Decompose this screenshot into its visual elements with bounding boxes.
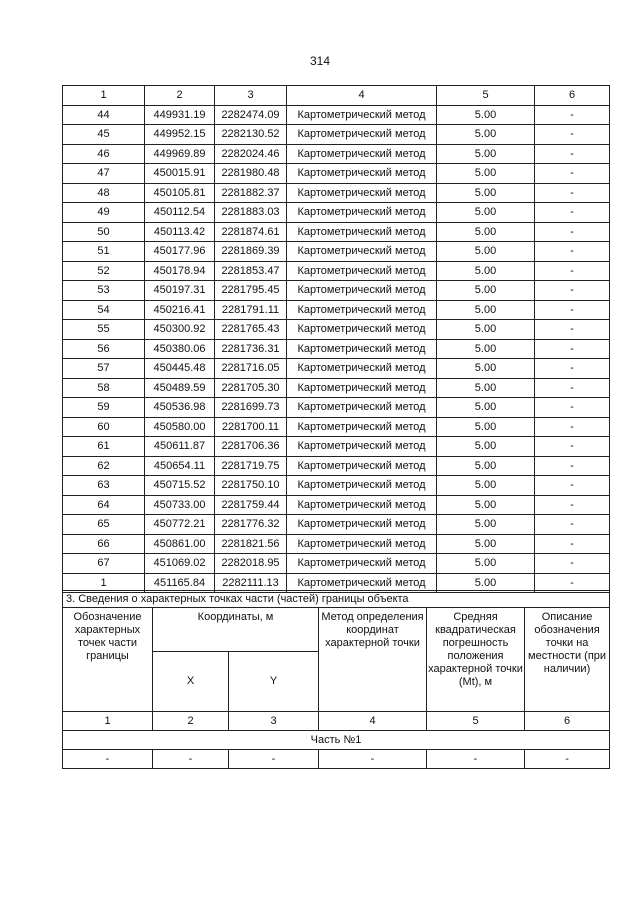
table-cell: Картометрический метод <box>287 242 437 262</box>
table-cell: 5.00 <box>437 515 535 535</box>
table-row <box>63 164 610 184</box>
table-cell: 450177.96 <box>145 242 215 262</box>
table-cell: - <box>535 437 610 457</box>
table-row <box>63 125 610 145</box>
table-cell: 55 <box>63 320 145 340</box>
table-cell: - <box>535 398 610 418</box>
table-cell: Картометрический метод <box>287 164 437 184</box>
column-header: 2 <box>145 86 215 106</box>
table-cell: 450015.91 <box>145 164 215 184</box>
table-cell: Картометрический метод <box>287 456 437 476</box>
table-cell: 2281759.44 <box>215 495 287 515</box>
table-cell: 5.00 <box>437 437 535 457</box>
header-x: X <box>153 652 229 712</box>
part-label: Часть №1 <box>63 731 610 750</box>
table-cell: 66 <box>63 534 145 554</box>
table-cell: 58 <box>63 378 145 398</box>
table-cell: Картометрический метод <box>287 573 437 593</box>
table-cell: Картометрический метод <box>287 144 437 164</box>
table-cell: - <box>535 359 610 379</box>
table-cell: 5.00 <box>437 378 535 398</box>
header-method: Метод определения координат характерной точки <box>319 608 427 712</box>
table-row <box>63 515 610 535</box>
table-cell: 450536.98 <box>145 398 215 418</box>
table-cell: - <box>535 164 610 184</box>
table-row <box>63 183 610 203</box>
table-cell: - <box>229 750 319 769</box>
table-cell: 62 <box>63 456 145 476</box>
table-cell: 5.00 <box>437 495 535 515</box>
table-cell: 5.00 <box>437 476 535 496</box>
table-cell: 46 <box>63 144 145 164</box>
table-row <box>63 750 610 769</box>
table-cell: 5.00 <box>437 183 535 203</box>
table-cell: 2282018.95 <box>215 554 287 574</box>
table-cell: 5.00 <box>437 320 535 340</box>
table-cell: 450105.81 <box>145 183 215 203</box>
table-cell: - <box>535 456 610 476</box>
table-cell: Картометрический метод <box>287 320 437 340</box>
table-cell: 450113.42 <box>145 222 215 242</box>
table-cell: 450300.92 <box>145 320 215 340</box>
column-header: 6 <box>535 86 610 106</box>
table-cell: 450654.11 <box>145 456 215 476</box>
table-cell: 5.00 <box>437 359 535 379</box>
table-cell: - <box>63 750 153 769</box>
table-cell: Картометрический метод <box>287 476 437 496</box>
table-cell: 5.00 <box>437 417 535 437</box>
table-cell: 61 <box>63 437 145 457</box>
table-cell: Картометрический метод <box>287 339 437 359</box>
table-cell: - <box>535 125 610 145</box>
column-header: 3 <box>215 86 287 106</box>
table-cell: - <box>535 242 610 262</box>
table-cell: 450112.54 <box>145 203 215 223</box>
column-number: 6 <box>525 712 610 731</box>
table-cell: 2281821.56 <box>215 534 287 554</box>
section-title: 3. Сведения о характерных точках части (частей) границы объекта <box>63 591 610 608</box>
table-cell: - <box>535 573 610 593</box>
table-cell: Картометрический метод <box>287 105 437 125</box>
table-cell: - <box>535 554 610 574</box>
table-cell: - <box>525 750 610 769</box>
table-cell: 5.00 <box>437 398 535 418</box>
table-header-row <box>63 86 610 106</box>
table-cell: Картометрический метод <box>287 261 437 281</box>
column-number: 5 <box>427 712 525 731</box>
table-row <box>63 359 610 379</box>
table-cell: 5.00 <box>437 242 535 262</box>
table-cell: 450380.06 <box>145 339 215 359</box>
table-cell: - <box>319 750 427 769</box>
table-cell: - <box>535 281 610 301</box>
table-row <box>63 242 610 262</box>
table-row <box>63 398 610 418</box>
table-cell: 64 <box>63 495 145 515</box>
table-cell: - <box>535 144 610 164</box>
table-cell: 59 <box>63 398 145 418</box>
table-cell: Картометрический метод <box>287 515 437 535</box>
table-cell: 5.00 <box>437 203 535 223</box>
header-designation: Обозначение характерных точек части границы <box>63 608 153 712</box>
table-cell: - <box>535 105 610 125</box>
table-cell: - <box>153 750 229 769</box>
table-cell: 2281699.73 <box>215 398 287 418</box>
table-cell: - <box>535 417 610 437</box>
table-cell: 2281791.11 <box>215 300 287 320</box>
table-cell: 451165.84 <box>145 573 215 593</box>
table-cell: 2281706.36 <box>215 437 287 457</box>
header-error: Средняя квадратическая погрешность положения характерной точки (Mt), м <box>427 608 525 712</box>
table-row <box>63 222 610 242</box>
table-cell: 54 <box>63 300 145 320</box>
table-cell: 2281882.37 <box>215 183 287 203</box>
table-cell: Картометрический метод <box>287 300 437 320</box>
table-cell: 5.00 <box>437 105 535 125</box>
table-row <box>63 417 610 437</box>
table-cell: 2281853.47 <box>215 261 287 281</box>
column-number: 3 <box>229 712 319 731</box>
table-cell: 53 <box>63 281 145 301</box>
column-header: 5 <box>437 86 535 106</box>
table-cell: 65 <box>63 515 145 535</box>
table-cell: Картометрический метод <box>287 125 437 145</box>
table-cell: 2281874.61 <box>215 222 287 242</box>
coordinates-table <box>62 85 610 593</box>
table-cell: 450489.59 <box>145 378 215 398</box>
table-cell: 450715.52 <box>145 476 215 496</box>
table-cell: - <box>535 320 610 340</box>
table-cell: 450580.00 <box>145 417 215 437</box>
table-row <box>63 144 610 164</box>
table-cell: 450216.41 <box>145 300 215 320</box>
column-header: 4 <box>287 86 437 106</box>
table-cell: - <box>427 750 525 769</box>
table-cell: 5.00 <box>437 300 535 320</box>
table-cell: 450197.31 <box>145 281 215 301</box>
table-cell: 2281883.03 <box>215 203 287 223</box>
table-cell: - <box>535 378 610 398</box>
table-cell: 5.00 <box>437 456 535 476</box>
table-cell: - <box>535 476 610 496</box>
table-cell: - <box>535 515 610 535</box>
table-cell: Картометрический метод <box>287 281 437 301</box>
table-cell: - <box>535 183 610 203</box>
table-cell: 63 <box>63 476 145 496</box>
column-number: 4 <box>319 712 427 731</box>
table-row <box>63 281 610 301</box>
table-cell: 2282111.13 <box>215 573 287 593</box>
header-y: Y <box>229 652 319 712</box>
table-row <box>63 437 610 457</box>
table-cell: 2281869.39 <box>215 242 287 262</box>
table-row <box>63 320 610 340</box>
table-cell: 2281776.32 <box>215 515 287 535</box>
table-cell: 5.00 <box>437 261 535 281</box>
table-cell: 5.00 <box>437 281 535 301</box>
table-cell: Картометрический метод <box>287 378 437 398</box>
table-cell: Картометрический метод <box>287 417 437 437</box>
table-cell: 47 <box>63 164 145 184</box>
table-cell: 450861.00 <box>145 534 215 554</box>
table-cell: 450611.87 <box>145 437 215 457</box>
column-number: 2 <box>153 712 229 731</box>
table-cell: 50 <box>63 222 145 242</box>
table-row <box>63 203 610 223</box>
part-boundary-table <box>62 590 610 769</box>
table-cell: 2282474.09 <box>215 105 287 125</box>
table-cell: Картометрический метод <box>287 534 437 554</box>
table-row <box>63 534 610 554</box>
table-cell: 449952.15 <box>145 125 215 145</box>
table-cell: 45 <box>63 125 145 145</box>
table-cell: 2281716.05 <box>215 359 287 379</box>
table-cell: 1 <box>63 573 145 593</box>
table-cell: 49 <box>63 203 145 223</box>
column-number: 1 <box>63 712 153 731</box>
table-cell: - <box>535 222 610 242</box>
table-row <box>63 300 610 320</box>
table-row <box>63 476 610 496</box>
table-cell: 60 <box>63 417 145 437</box>
table-row <box>63 261 610 281</box>
table-cell: 2281705.30 <box>215 378 287 398</box>
table-row <box>63 339 610 359</box>
header-coordinates: Координаты, м <box>153 608 319 652</box>
table-cell: 2281980.48 <box>215 164 287 184</box>
table-row <box>63 378 610 398</box>
table-cell: 2281700.11 <box>215 417 287 437</box>
table-cell: 450445.48 <box>145 359 215 379</box>
table-cell: 5.00 <box>437 534 535 554</box>
table-cell: Картометрический метод <box>287 398 437 418</box>
table-cell: - <box>535 339 610 359</box>
table-row <box>63 105 610 125</box>
table-cell: - <box>535 300 610 320</box>
table-cell: 5.00 <box>437 125 535 145</box>
table-cell: Картометрический метод <box>287 183 437 203</box>
table-cell: 57 <box>63 359 145 379</box>
table-cell: 451069.02 <box>145 554 215 574</box>
table-cell: - <box>535 261 610 281</box>
table-cell: 56 <box>63 339 145 359</box>
table-row <box>63 495 610 515</box>
table-cell: - <box>535 203 610 223</box>
table-cell: 5.00 <box>437 222 535 242</box>
table-cell: - <box>535 534 610 554</box>
table-cell: 51 <box>63 242 145 262</box>
column-number-row <box>63 712 610 731</box>
table-cell: 5.00 <box>437 339 535 359</box>
table-cell: Картометрический метод <box>287 222 437 242</box>
table-cell: 2282024.46 <box>215 144 287 164</box>
table-cell: 2281736.31 <box>215 339 287 359</box>
table-cell: 44 <box>63 105 145 125</box>
table-cell: - <box>535 495 610 515</box>
table-cell: 449969.89 <box>145 144 215 164</box>
table-cell: 450178.94 <box>145 261 215 281</box>
table-cell: 48 <box>63 183 145 203</box>
table-cell: 52 <box>63 261 145 281</box>
table-cell: Картометрический метод <box>287 554 437 574</box>
table-cell: Картометрический метод <box>287 203 437 223</box>
table-cell: 2281765.43 <box>215 320 287 340</box>
table-cell: 450772.21 <box>145 515 215 535</box>
table-cell: 449931.19 <box>145 105 215 125</box>
column-header: 1 <box>63 86 145 106</box>
table-cell: 2282130.52 <box>215 125 287 145</box>
table-cell: Картометрический метод <box>287 359 437 379</box>
table-row <box>63 554 610 574</box>
table-cell: Картометрический метод <box>287 437 437 457</box>
table-cell: 5.00 <box>437 573 535 593</box>
table-cell: 5.00 <box>437 554 535 574</box>
table-cell: 2281795.45 <box>215 281 287 301</box>
page-number: 314 <box>309 54 331 68</box>
table-cell: 2281750.10 <box>215 476 287 496</box>
table-cell: 5.00 <box>437 164 535 184</box>
table-row <box>63 456 610 476</box>
table-cell: 67 <box>63 554 145 574</box>
table-cell: 2281719.75 <box>215 456 287 476</box>
table-cell: 450733.00 <box>145 495 215 515</box>
table-cell: Картометрический метод <box>287 495 437 515</box>
table-cell: 5.00 <box>437 144 535 164</box>
header-description: Описание обозначения точки на местности (при наличии) <box>525 608 610 712</box>
